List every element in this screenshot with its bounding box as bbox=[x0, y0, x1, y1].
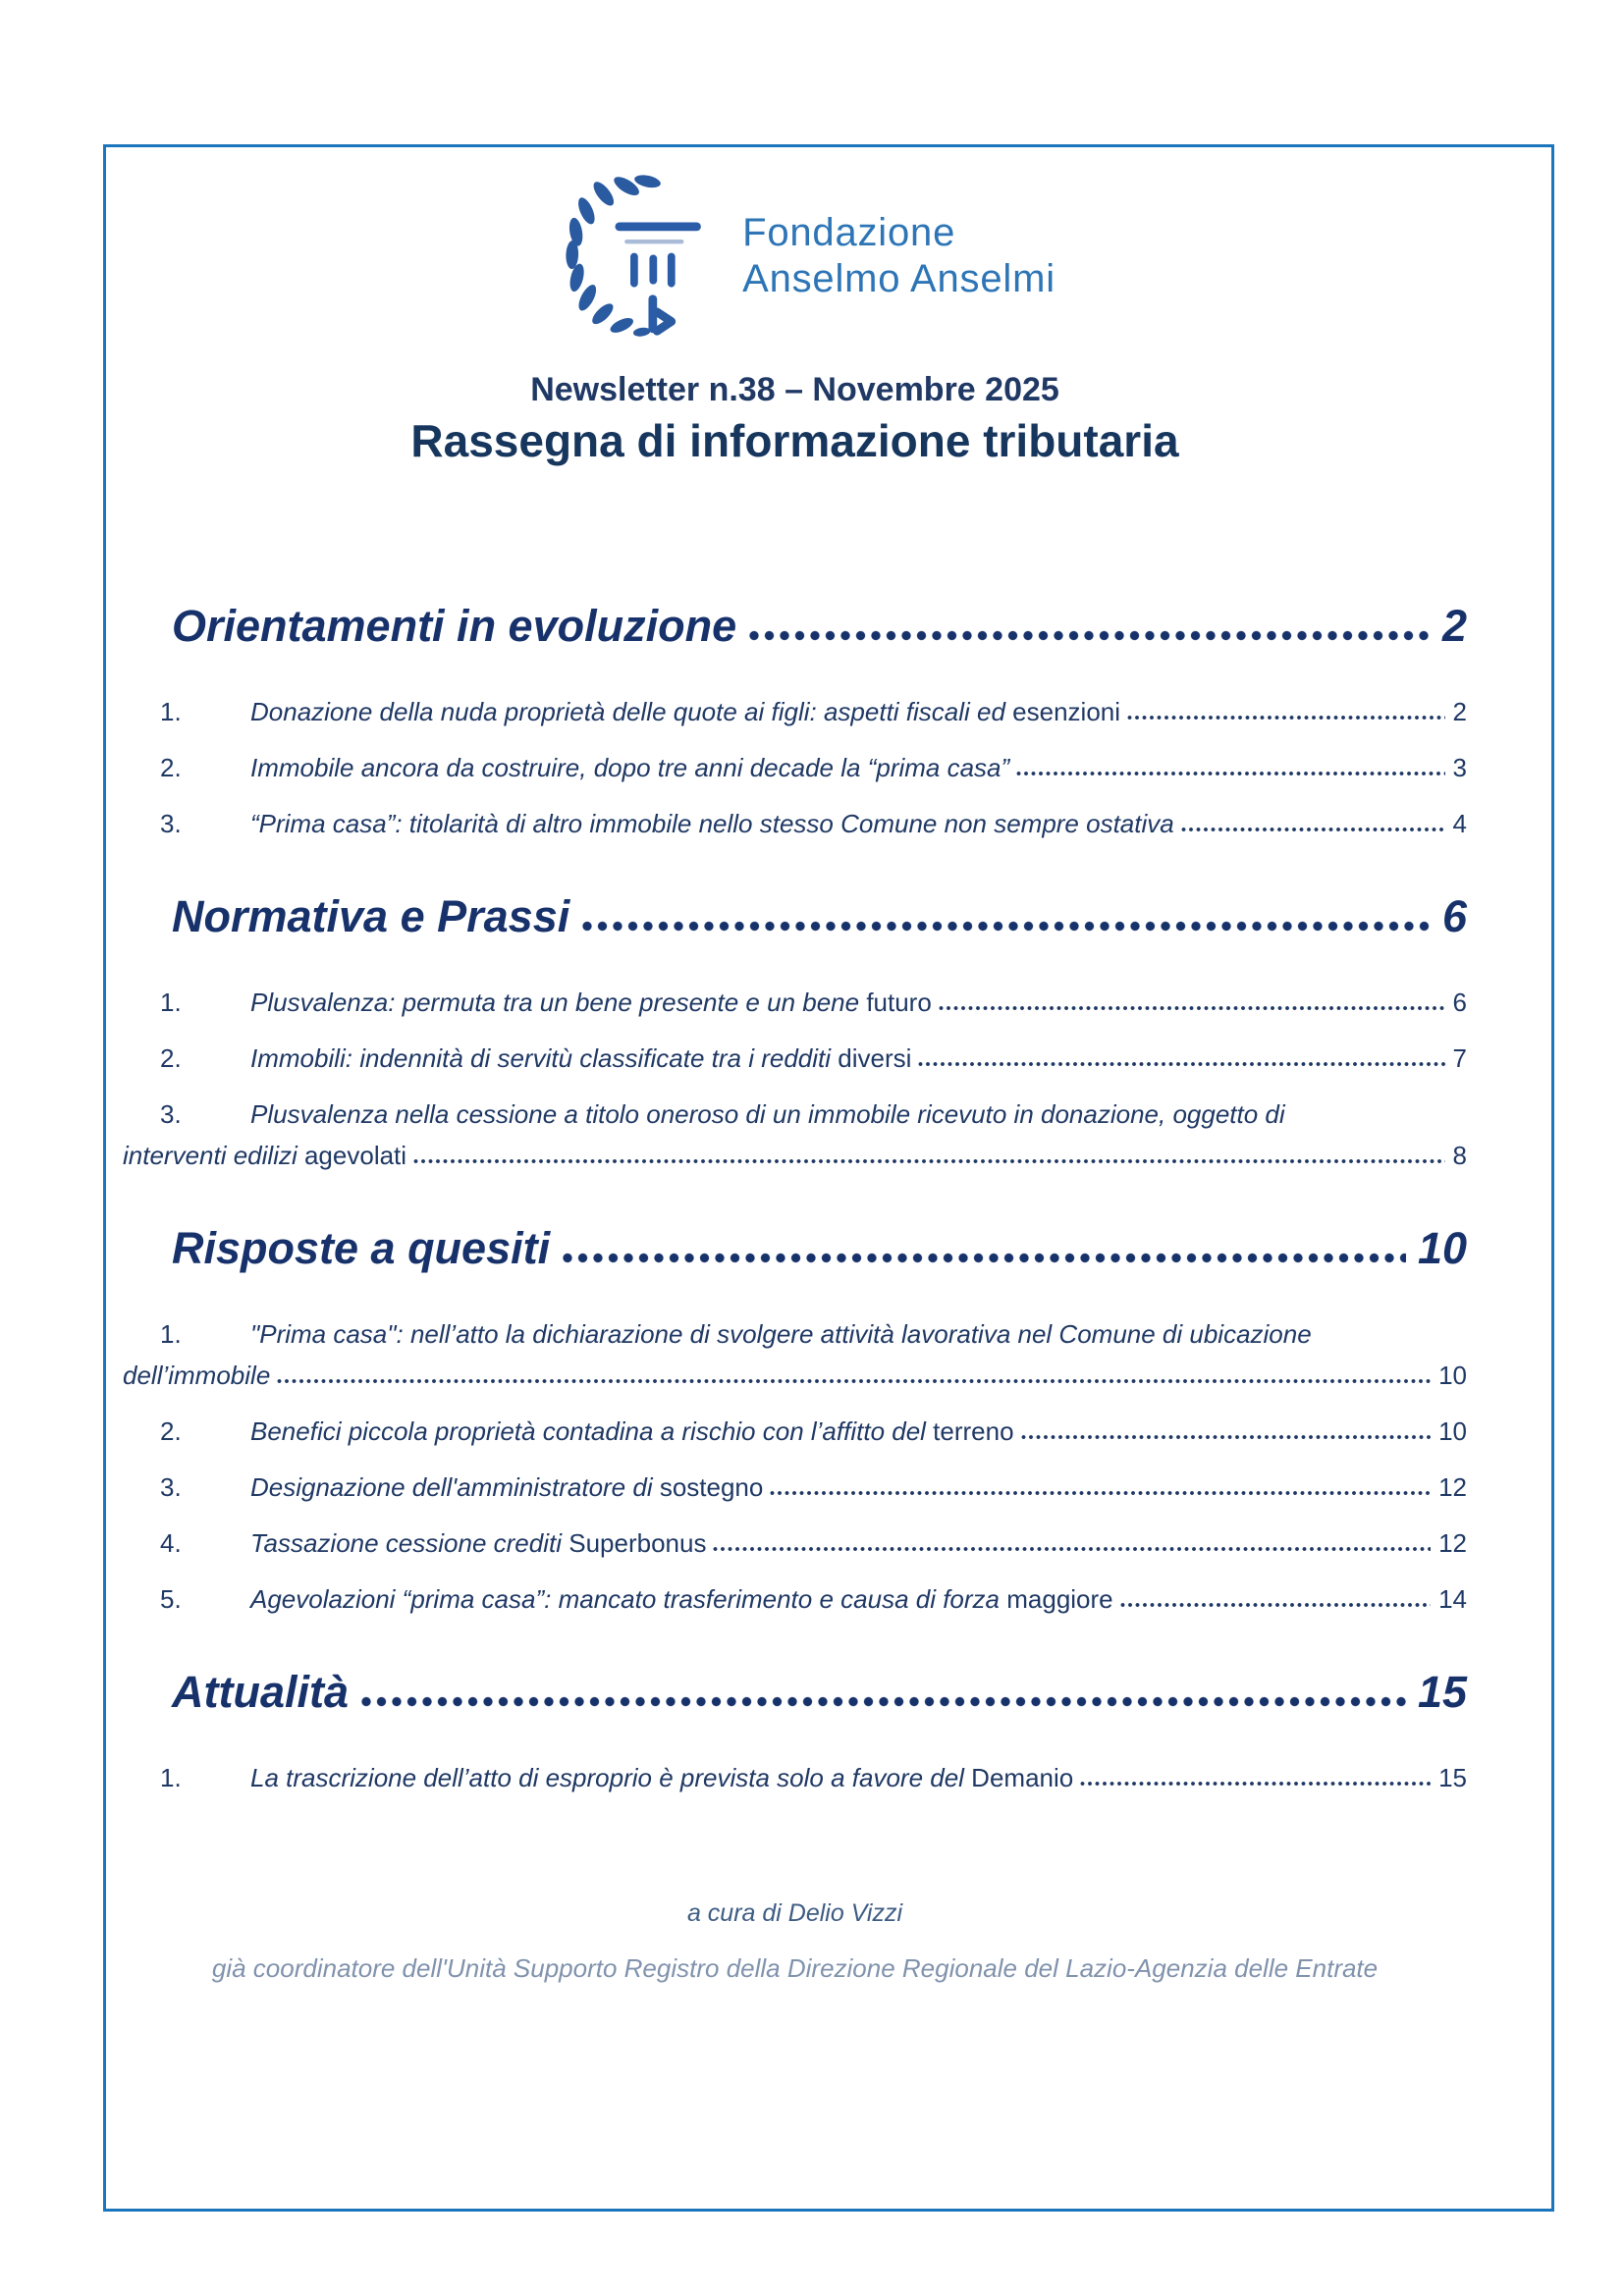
entry-title-regular: sostegno bbox=[652, 1472, 764, 1502]
toc-entry[interactable] bbox=[160, 751, 1467, 784]
entry-page-number: 10 bbox=[1438, 1361, 1467, 1390]
toc-entry[interactable] bbox=[160, 1582, 1467, 1616]
dot-leader bbox=[360, 1694, 1406, 1707]
toc-entry[interactable] bbox=[160, 807, 1467, 840]
section-heading-label: Orientamenti in evoluzione bbox=[172, 601, 737, 651]
toc-section-heading[interactable] bbox=[172, 1219, 1467, 1278]
logo-line2: Anselmo Anselmi bbox=[742, 257, 1056, 300]
dot-leader bbox=[748, 628, 1431, 641]
entry-title bbox=[250, 1041, 911, 1075]
toc-entry[interactable] bbox=[123, 1317, 1467, 1392]
toc-entry[interactable] bbox=[160, 1415, 1467, 1448]
dot-leader bbox=[1180, 824, 1445, 832]
section-page-number: 15 bbox=[1417, 1667, 1467, 1717]
entry-page-number: 12 bbox=[1438, 1528, 1467, 1558]
entry-number: 3. bbox=[160, 809, 182, 838]
entry-title bbox=[250, 695, 1120, 728]
section-page-number: 10 bbox=[1417, 1223, 1467, 1273]
entry-number: 2. bbox=[160, 1043, 182, 1073]
toc-section-heading[interactable] bbox=[172, 1663, 1467, 1722]
page-title: Rassegna di informazione tributaria bbox=[410, 415, 1179, 466]
dot-leader bbox=[581, 919, 1431, 932]
entry-number: 1. bbox=[160, 697, 182, 726]
entry-number: 2. bbox=[160, 753, 182, 782]
entry-title-italic: Agevolazioni “prima casa”: mancato trasferimento e causa di forza bbox=[250, 1584, 1001, 1614]
toc-section-heading[interactable] bbox=[172, 887, 1467, 946]
logo bbox=[123, 173, 1467, 340]
dot-leader bbox=[712, 1543, 1431, 1552]
entry-title-regular: diversi bbox=[831, 1043, 912, 1073]
entry-title bbox=[250, 1582, 1113, 1616]
entry-page-number: 4 bbox=[1452, 809, 1467, 838]
logo-line1: Fondazione bbox=[742, 211, 956, 255]
entry-title-italic: La trascrizione dell’atto di esproprio è prevista solo a favore del bbox=[250, 1763, 964, 1792]
entry-number: 1. bbox=[160, 1763, 182, 1792]
entry-number: 3. bbox=[160, 1099, 182, 1129]
entry-title-italic: Plusvalenza: permuta tra un bene presente e un bene bbox=[250, 988, 860, 1017]
toc-section-entries bbox=[123, 1317, 1467, 1616]
page-border bbox=[103, 144, 1554, 2212]
curator-credentials-line: già coordinatore dell'Unità Supporto Registro della Direzione Regionale del Lazio-Agenzia delle Entrate bbox=[211, 1953, 1379, 1983]
toc-section-entries bbox=[123, 1761, 1467, 1794]
entry-title-italic: Tassazione cessione crediti bbox=[250, 1528, 562, 1558]
toc-entry[interactable] bbox=[160, 1041, 1467, 1075]
entry-title bbox=[250, 1526, 706, 1560]
toc-entry[interactable] bbox=[123, 1097, 1467, 1172]
toc-section-entries bbox=[123, 695, 1467, 840]
entry-page-number: 12 bbox=[1438, 1472, 1467, 1502]
entry-title-regular: esenzioni bbox=[1004, 697, 1121, 726]
dot-leader bbox=[412, 1155, 1444, 1164]
dot-leader bbox=[1119, 1599, 1431, 1608]
entry-title-regular: terreno bbox=[925, 1416, 1014, 1446]
entry-title bbox=[250, 807, 1174, 840]
entry-title-italic: interventi edilizi bbox=[123, 1141, 298, 1170]
toc-entry[interactable] bbox=[160, 1761, 1467, 1794]
newsletter-issue-line: Newsletter n.38 – Novembre 2025 bbox=[530, 371, 1059, 408]
toc-entry[interactable] bbox=[160, 986, 1467, 1019]
entry-title-italic: Plusvalenza nella cessione a titolo oneroso di un immobile ricevuto in donazione, oggetto di bbox=[250, 1099, 1285, 1129]
entry-title-continuation bbox=[123, 1139, 406, 1172]
dot-leader bbox=[1079, 1778, 1431, 1787]
toc-section-entries bbox=[123, 986, 1467, 1172]
entry-title-italic: Designazione dell'amministratore di bbox=[250, 1472, 653, 1502]
entry-number: 4. bbox=[160, 1528, 182, 1558]
dot-leader bbox=[938, 1002, 1445, 1011]
toc-section-heading[interactable] bbox=[172, 597, 1467, 656]
entry-title bbox=[250, 986, 932, 1019]
dot-leader bbox=[1015, 768, 1444, 776]
entry-number: 3. bbox=[160, 1472, 182, 1502]
entry-title-regular: agevolati bbox=[297, 1141, 407, 1170]
entry-line2 bbox=[123, 1359, 1467, 1392]
dot-leader bbox=[1020, 1431, 1432, 1440]
entry-title-italic: Immobile ancora da costruire, dopo tre anni decade la “prima casa” bbox=[250, 753, 1010, 782]
entry-title bbox=[250, 751, 1009, 784]
entry-page-number: 10 bbox=[1438, 1416, 1467, 1446]
entry-title-italic: “Prima casa”: titolarità di altro immobile nello stesso Comune non sempre ostativa bbox=[250, 809, 1174, 838]
entry-title-regular: Demanio bbox=[963, 1763, 1074, 1792]
entry-number: 1. bbox=[160, 988, 182, 1017]
entry-number: 5. bbox=[160, 1584, 182, 1614]
section-heading-label: Normativa e Prassi bbox=[172, 891, 570, 941]
entry-title bbox=[250, 1470, 763, 1504]
entry-title-continuation bbox=[123, 1359, 270, 1392]
entry-title bbox=[250, 1317, 1312, 1351]
toc-entry[interactable] bbox=[160, 1470, 1467, 1504]
entry-page-number: 7 bbox=[1452, 1043, 1467, 1073]
entry-title bbox=[250, 1097, 1285, 1131]
dot-leader bbox=[769, 1487, 1431, 1496]
entry-page-number: 15 bbox=[1438, 1763, 1467, 1792]
entry-page-number: 2 bbox=[1452, 697, 1467, 726]
laurel-column-icon bbox=[534, 173, 727, 340]
entry-page-number: 3 bbox=[1452, 753, 1467, 782]
entry-page-number: 8 bbox=[1452, 1141, 1467, 1170]
entry-line2 bbox=[123, 1139, 1467, 1172]
entry-page-number: 14 bbox=[1438, 1584, 1467, 1614]
dot-leader bbox=[276, 1375, 1431, 1384]
entry-title-italic: Immobili: indennità di servitù classificate tra i redditi bbox=[250, 1043, 832, 1073]
entry-number: 1. bbox=[160, 1319, 182, 1349]
entry-title-italic: dell’immobile bbox=[123, 1361, 271, 1390]
entry-title-italic: Donazione della nuda proprietà delle quote ai figli: aspetti fiscali ed bbox=[250, 697, 1005, 726]
entry-title-italic: "Prima casa": nell’atto la dichiarazione di svolgere attività lavorativa nel Comune di ubicazione bbox=[250, 1319, 1312, 1349]
entry-page-number: 6 bbox=[1452, 988, 1467, 1017]
section-page-number: 2 bbox=[1441, 601, 1467, 651]
page-content bbox=[106, 173, 1551, 2234]
entry-title-regular: futuro bbox=[859, 988, 932, 1017]
toc-entry[interactable] bbox=[160, 695, 1467, 728]
entry-title-regular: Superbonus bbox=[562, 1528, 707, 1558]
dot-leader bbox=[1126, 712, 1445, 721]
entry-title-italic: Benefici piccola proprietà contadina a rischio con l’affitto del bbox=[250, 1416, 926, 1446]
entry-title-regular: maggiore bbox=[1000, 1584, 1113, 1614]
toc-entry[interactable] bbox=[160, 1526, 1467, 1560]
section-page-number: 6 bbox=[1441, 891, 1467, 941]
dot-leader bbox=[917, 1058, 1444, 1067]
entry-number: 2. bbox=[160, 1416, 182, 1446]
entry-title bbox=[250, 1761, 1073, 1794]
entry-line1 bbox=[160, 1097, 1467, 1131]
entry-title bbox=[250, 1415, 1014, 1448]
curator-line: a cura di Delio Vizzi bbox=[686, 1899, 903, 1927]
section-heading-label: Attualità bbox=[172, 1667, 349, 1717]
dot-leader bbox=[562, 1251, 1406, 1263]
logo-text bbox=[742, 210, 1056, 302]
section-heading-label: Risposte a quesiti bbox=[172, 1223, 551, 1273]
entry-line1 bbox=[160, 1317, 1467, 1351]
